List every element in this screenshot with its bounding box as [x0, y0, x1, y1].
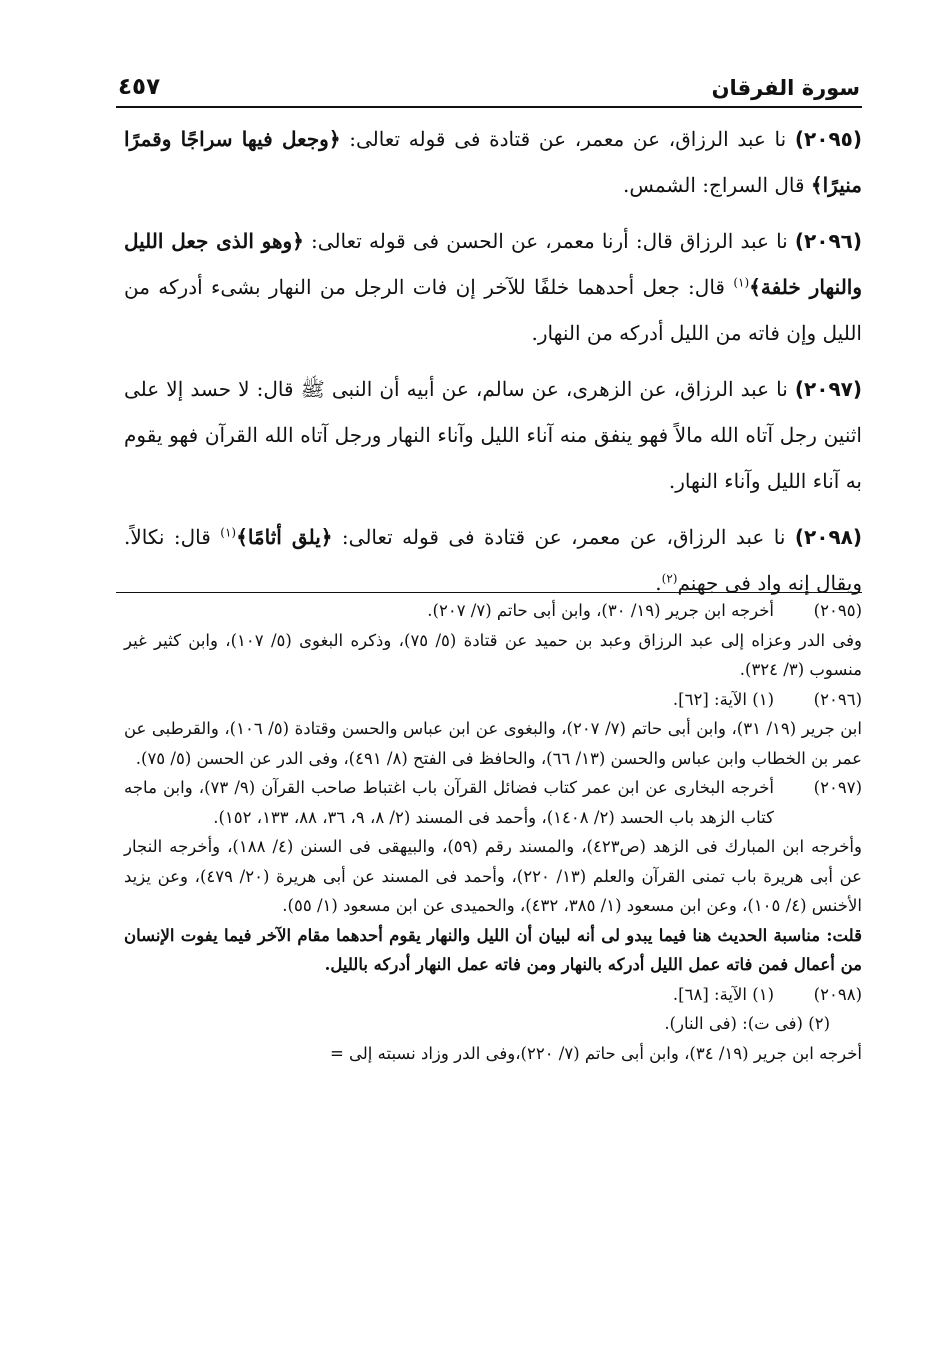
main-text [124, 116, 862, 616]
hadith-entry-2095 [124, 116, 862, 208]
footnote-marker: (٢) [661, 571, 678, 586]
footnote-line: وفى الدر وعزاه إلى عبد الرزاق وعبد بن حميد عن قتادة (٥/ ٧٥)، وذكره البغوى (٥/ ١٠٧)، وابن كثير غير منسوب (٣/ ٣٢٤). [124, 630, 862, 679]
page-header [118, 66, 860, 100]
entry-text: نا عبد الرزاق، عن معمر، عن قتادة فى قوله تعالى: [340, 127, 795, 151]
quran-quote: ﴿وجعل فيها سراجًا وقمرًا منيرًا﴾ [124, 127, 862, 197]
footnote-2098-cont [124, 1009, 862, 1039]
footnote-rule [116, 592, 862, 593]
entry-text: قال السراج: الشمس. [623, 173, 811, 197]
sura-title: سورة الفرقان [711, 76, 860, 100]
entry-number: (٢٠٩٨) [794, 525, 862, 549]
hadith-entry-2097 [124, 366, 862, 504]
quran-quote: ﴿وهو الذى جعل الليل والنهار خلفة﴾ [124, 229, 862, 299]
footnote-2095 [124, 596, 862, 626]
footnote-line: أخرجه ابن جرير (١٩/ ٣٠)، وابن أبى حاتم (٧/ ٢٠٧). [427, 601, 774, 620]
footnote-2096 [124, 685, 862, 715]
footnote-comment: قلت: مناسبة الحديث هنا فيما يبدو لى أنه لبيان أن الليل والنهار يقوم أحدهما مقام الآخر فيما يفوت الإنسان من أعمال فمن فاته عمل الليل أدركه بالنهار ومن فاته عمل النهار أدركه بالليل. [124, 925, 862, 974]
entry-number: (٢٠٩٥) [794, 127, 862, 151]
footnote-marker: (١) [220, 525, 237, 540]
entry-text: نا عبد الرزاق قال: أرنا معمر، عن الحسن فى قوله تعالى: [303, 229, 795, 253]
footnote-line: (١) الآية: [٦٢]. [672, 689, 774, 709]
entry-text: . [655, 571, 662, 595]
footnote-2097-cont [124, 832, 862, 980]
entry-text: قال: نكالاً. ويقال إنه واد فى جهنم [124, 525, 862, 595]
footnote-2095-cont [124, 626, 862, 685]
footnote-line: وأخرجه ابن المبارك فى الزهد (ص٤٢٣)، والمسند رقم (٥٩)، والبيهقى فى السنن (٤/ ١٨٨)، وأخرجه النجار عن أبى هريرة باب تمنى القرآن والعلم (١٣/ ٢٢٠)، وأحمد فى المسند عن أبى هريرة (٢٠/ ٤٧٩)، وعن يزيد الأخنس (٤/ ١٠٥)، وعن ابن مسعود (١/ ٣٨٥، ٤٣٢)، والحميدى عن ابن مسعود (١/ ٥٥). [124, 837, 863, 915]
footnote-2096-cont [124, 714, 862, 773]
entry-number: (٢٠٩٧) [794, 377, 862, 401]
footnote-line: (١) الآية: [٦٨]. [672, 984, 774, 1004]
footnote-2097 [124, 773, 862, 832]
quran-quote: ﴿يلق أثامًا﴾ [236, 525, 333, 549]
footnote-ref: (٢٠٩٧) [813, 778, 862, 797]
hadith-entry-2096 [124, 218, 862, 356]
footnote-ref: (٢٠٩٦) [813, 689, 862, 709]
footnote-marker: (١) [733, 275, 750, 290]
header-rule [116, 106, 862, 108]
footnote-line: أخرجه البخارى عن ابن عمر كتاب فضائل القرآن باب اغتباط صاحب القرآن (٩/ ٧٣)، وابن ماجه كتاب الزهد باب الحسد (٢/ ١٤٠٨)، وأحمد فى المسند (٢/ ٨، ٩، ٣٦، ٨٨، ١٣٣، ١٥٢). [124, 778, 774, 827]
footnote-2098 [124, 980, 862, 1010]
footnote-2098-cont2 [124, 1039, 862, 1069]
footnote-line: ابن جرير (١٩/ ٣١)، وابن أبى حاتم (٧/ ٢٠٧)، والبغوى عن ابن عباس والحسن وقتادة (٥/ ١٠٦)، والقرطبى عن عمر بن الخطاب وابن عباس والحسن (١٣/ ٦٦)، والحافظ فى الفتح (٨/ ٤٩١)، وفى الدر عن الحسن (٥/ ٧٥). [124, 719, 862, 768]
entry-text: قال: جعل أحدهما خلفًا للآخر إن فات الرجل من النهار بشىء أدركه من الليل وإن فاته من الليل أدركه من النهار. [124, 275, 862, 345]
entry-text: نا عبد الرزاق، عن معمر، عن قتادة فى قوله تعالى: [332, 525, 795, 549]
footnote-line: أخرجه ابن جرير (١٩/ ٣٤)، وابن أبى حاتم (٧/ ٢٢٠)،وفى الدر وزاد نسبته إلى = [329, 1043, 862, 1063]
entry-text: نا عبد الرزاق، عن الزهرى، عن سالم، عن أبيه أن النبى ﷺ قال: لا حسد إلا على اثنين رجل آتاه الله مالاً فهو ينفق منه آناء الليل وآناء النهار ورجل آتاه الله القرآن فهو يقوم به آناء الليل وآناء النهار. [124, 377, 862, 493]
footnote-ref: (٢٠٩٥) [813, 601, 862, 620]
footnotes [124, 596, 862, 1068]
page-number: ٤٥٧ [118, 74, 161, 100]
entry-number: (٢٠٩٦) [794, 229, 862, 253]
footnote-ref: (٢٠٩٨) [813, 984, 862, 1004]
footnote-line: (٢) (فى ت): (فى النار). [664, 1014, 830, 1033]
